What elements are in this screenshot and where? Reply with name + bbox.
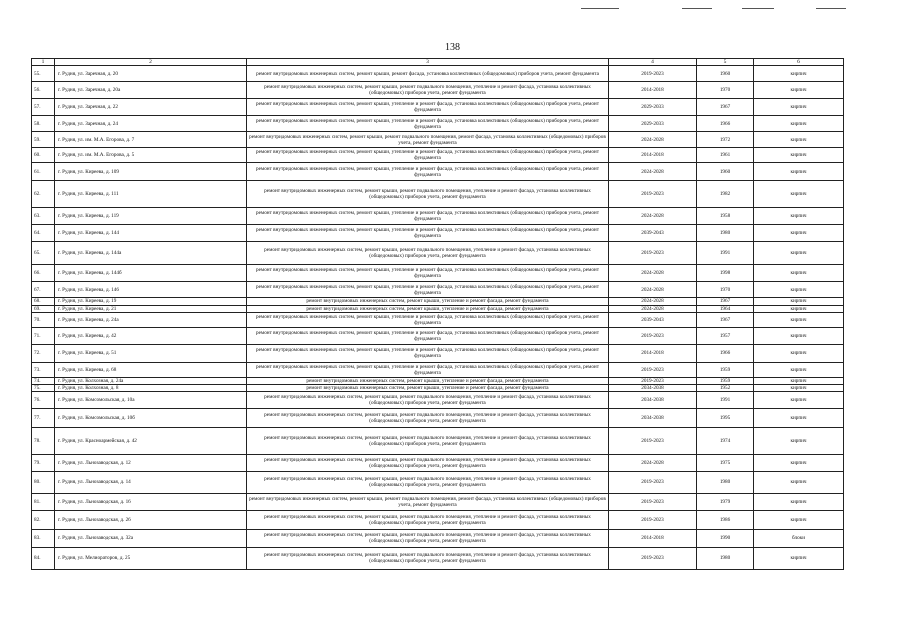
row-number-cell: 59. <box>32 132 55 148</box>
address-cell: г. Рудня, ул. Заречная, д. 22 <box>55 99 247 116</box>
address-cell: г. Рудня, ул. Киреева, д. 111 <box>55 181 247 208</box>
wall-material-cell: кирпич <box>754 547 844 569</box>
row-number-cell: 61. <box>32 163 55 181</box>
address-cell: г. Рудня, ул. Колхозная, д. 24а <box>55 377 247 384</box>
work-types-cell: ремонт внутридомовых инженерных систем, ремонт крыши, утепление и ремонт фасада, установка коллективных (общедомовых) приборов учета, ремонт фундамента <box>247 312 609 327</box>
wall-material-cell: кирпич <box>754 148 844 163</box>
table-row <box>32 82 844 99</box>
year-built-cell: 1980 <box>697 471 754 493</box>
work-types-cell: ремонт внутридомовых инженерных систем, ремонт крыши, утепление и ремонт фасада, ремонт фундамента <box>247 377 609 384</box>
period-cell: 2019-2023 <box>609 510 697 529</box>
table-row <box>32 377 844 384</box>
table-row <box>32 391 844 408</box>
year-built-cell: 1966 <box>697 116 754 132</box>
header-cell: 4 <box>609 59 697 66</box>
period-cell: 2019-2023 <box>609 547 697 569</box>
housing-repair-table <box>31 58 844 570</box>
table-row <box>32 99 844 116</box>
wall-material-cell: кирпич <box>754 242 844 265</box>
year-built-cell: 1991 <box>697 242 754 265</box>
wall-material-cell: кирпич <box>754 454 844 471</box>
year-built-cell: 1991 <box>697 391 754 408</box>
address-cell: г. Рудня, ул. Киреева, д. 144б <box>55 265 247 282</box>
address-cell: г. Рудня, ул. Киреева, д. 42 <box>55 327 247 344</box>
work-types-cell: ремонт внутридомовых инженерных систем, ремонт крыши, ремонт подвального помещения, утепление и ремонт фасада, установка коллективных (общедомовых) приборов учета, ремонт фундамента <box>247 391 609 408</box>
table-row <box>32 148 844 163</box>
period-cell: 2019-2023 <box>609 181 697 208</box>
table-row <box>32 408 844 427</box>
year-built-cell: 1967 <box>697 312 754 327</box>
year-built-cell: 1974 <box>697 427 754 454</box>
period-cell: 2019-2023 <box>609 427 697 454</box>
work-types-cell: ремонт внутридомовых инженерных систем, ремонт крыши, утепление и ремонт фасада, установка коллективных (общедомовых) приборов учета, ремонт фундамента <box>247 327 609 344</box>
table-row <box>32 471 844 493</box>
work-types-cell: ремонт внутридомовых инженерных систем, ремонт крыши, утепление и ремонт фасада, ремонт фундамента <box>247 384 609 391</box>
work-types-cell: ремонт внутридомовых инженерных систем, ремонт крыши, ремонт подвального помещения, утепление и ремонт фасада, установка коллективных (общедомовых) приборов учета, ремонт фундамента <box>247 547 609 569</box>
wall-material-cell: кирпич <box>754 384 844 391</box>
period-cell: 2019-2023 <box>609 242 697 265</box>
address-cell: г. Рудня, ул. Киреева, д. 109 <box>55 163 247 181</box>
table-body <box>32 59 844 570</box>
row-number-cell: 77. <box>32 408 55 427</box>
address-cell: г. Рудня, ул. Киреева, д. 146 <box>55 282 247 298</box>
address-cell: г. Рудня, ул. им. М.А. Егорова, д. 5 <box>55 148 247 163</box>
row-number-cell: 73. <box>32 362 55 377</box>
top-dash-4 <box>816 8 846 9</box>
address-cell: г. Рудня, ул. Заречная, д. 20 <box>55 66 247 82</box>
wall-material-cell: кирпич <box>754 82 844 99</box>
row-number-cell: 60. <box>32 148 55 163</box>
address-cell: г. Рудня, ул. Комсомольская, д. 10б <box>55 408 247 427</box>
wall-material-cell: кирпич <box>754 427 844 454</box>
year-built-cell: 1979 <box>697 493 754 510</box>
table-row <box>32 344 844 362</box>
period-cell: 2024-2028 <box>609 305 697 312</box>
table-row <box>32 427 844 454</box>
address-cell: г. Рудня, ул. Киреева, д. 119 <box>55 208 247 225</box>
row-number-cell: 72. <box>32 344 55 362</box>
table-row <box>32 305 844 312</box>
period-cell: 2034-2038 <box>609 408 697 427</box>
period-cell: 2024-2028 <box>609 208 697 225</box>
work-types-cell: ремонт внутридомовых инженерных систем, ремонт крыши, утепление и ремонт фасада, установка коллективных (общедомовых) приборов учета, ремонт фундамента <box>247 148 609 163</box>
year-built-cell: 1959 <box>697 362 754 377</box>
address-cell: г. Рудня, ул. Киреева, д. 51 <box>55 344 247 362</box>
year-built-cell: 1959 <box>697 377 754 384</box>
table-row <box>32 208 844 225</box>
wall-material-cell: кирпич <box>754 344 844 362</box>
table-row <box>32 312 844 327</box>
address-cell: г. Рудня, ул. Комсомольская, д. 10а <box>55 391 247 408</box>
work-types-cell: ремонт внутридомовых инженерных систем, ремонт крыши, ремонт фасада, установка коллективных (общедомовых) приборов учета, ремонт фундамента <box>247 66 609 82</box>
period-cell: 2029-2033 <box>609 116 697 132</box>
table-row <box>32 362 844 377</box>
table-header-row <box>32 59 844 66</box>
work-types-cell: ремонт внутридомовых инженерных систем, ремонт крыши, ремонт подвального помещения, утепление и ремонт фасада, установка коллективных (общедомовых) приборов учета, ремонт фундамента <box>247 427 609 454</box>
year-built-cell: 1982 <box>697 181 754 208</box>
work-types-cell: ремонт внутридомовых инженерных систем, ремонт крыши, ремонт подвального помещения, ремонт фасада, установка коллективных (общедомовых) приборов учета, ремонт фундамента <box>247 493 609 510</box>
address-cell: г. Рудня, ул. Льнозаводская, д. 16 <box>55 493 247 510</box>
wall-material-cell: кирпич <box>754 305 844 312</box>
address-cell: г. Рудня, ул. Колхозная, д. 8 <box>55 384 247 391</box>
period-cell: 2014-2018 <box>609 82 697 99</box>
period-cell: 2019-2023 <box>609 66 697 82</box>
work-types-cell: ремонт внутридомовых инженерных систем, ремонт крыши, утепление и ремонт фасада, установка коллективных (общедомовых) приборов учета, ремонт фундамента <box>247 282 609 298</box>
address-cell: г. Рудня, ул. Заречная, д. 24 <box>55 116 247 132</box>
address-cell: г. Рудня, ул. Киреева, д. 68 <box>55 362 247 377</box>
table-row <box>32 66 844 82</box>
address-cell: г. Рудня, ул. Льнозаводская, д. 26 <box>55 510 247 529</box>
row-number-cell: 74. <box>32 377 55 384</box>
top-dash-2 <box>682 8 712 9</box>
table-row <box>32 510 844 529</box>
row-number-cell: 69. <box>32 305 55 312</box>
row-number-cell: 84. <box>32 547 55 569</box>
row-number-cell: 81. <box>32 493 55 510</box>
period-cell: 2019-2023 <box>609 327 697 344</box>
address-cell: г. Рудня, ул. Киреева, д. 144 <box>55 225 247 242</box>
top-dash-1 <box>581 8 619 9</box>
wall-material-cell: кирпич <box>754 163 844 181</box>
address-cell: г. Рудня, ул. Заречная, д. 20а <box>55 82 247 99</box>
work-types-cell: ремонт внутридомовых инженерных систем, ремонт крыши, ремонт подвального помещения, утепление и ремонт фасада, установка коллективных (общедомовых) приборов учета, ремонт фундамента <box>247 82 609 99</box>
table-row <box>32 384 844 391</box>
period-cell: 2034-2038 <box>609 391 697 408</box>
table-row <box>32 132 844 148</box>
work-types-cell: ремонт внутридомовых инженерных систем, ремонт крыши, ремонт подвального помещения, утепление и ремонт фасада, установка коллективных (общедомовых) приборов учета, ремонт фундамента <box>247 471 609 493</box>
wall-material-cell: кирпич <box>754 132 844 148</box>
table-row <box>32 282 844 298</box>
header-cell: 6 <box>754 59 844 66</box>
table-row <box>32 242 844 265</box>
row-number-cell: 80. <box>32 471 55 493</box>
address-cell: г. Рудня, ул. Киреева, д. 144а <box>55 242 247 265</box>
year-built-cell: 1998 <box>697 265 754 282</box>
wall-material-cell: кирпич <box>754 510 844 529</box>
address-cell: г. Рудня, ул. Льнозаводская, д. 32а <box>55 529 247 547</box>
row-number-cell: 62. <box>32 181 55 208</box>
address-cell: г. Рудня, ул. Льнозаводская, д. 12 <box>55 454 247 471</box>
year-built-cell: 1975 <box>697 454 754 471</box>
table-row <box>32 454 844 471</box>
period-cell: 2019-2023 <box>609 377 697 384</box>
year-built-cell: 1970 <box>697 82 754 99</box>
period-cell: 2034-2038 <box>609 384 697 391</box>
address-cell: г. Рудня, ул. Льнозаводская, д. 14 <box>55 471 247 493</box>
year-built-cell: 1952 <box>697 384 754 391</box>
period-cell: 2019-2023 <box>609 362 697 377</box>
wall-material-cell: кирпич <box>754 493 844 510</box>
year-built-cell: 1986 <box>697 510 754 529</box>
work-types-cell: ремонт внутридомовых инженерных систем, ремонт крыши, утепление и ремонт фасада, установка коллективных (общедомовых) приборов учета, ремонт фундамента <box>247 344 609 362</box>
row-number-cell: 63. <box>32 208 55 225</box>
work-types-cell: ремонт внутридомовых инженерных систем, ремонт крыши, утепление и ремонт фасада, установка коллективных (общедомовых) приборов учета, ремонт фундамента <box>247 208 609 225</box>
address-cell: г. Рудня, ул. Киреева, д. 24а <box>55 312 247 327</box>
table-row <box>32 181 844 208</box>
wall-material-cell: кирпич <box>754 471 844 493</box>
year-built-cell: 1957 <box>697 327 754 344</box>
wall-material-cell: кирпич <box>754 66 844 82</box>
year-built-cell: 1961 <box>697 148 754 163</box>
row-number-cell: 56. <box>32 82 55 99</box>
work-types-cell: ремонт внутридомовых инженерных систем, ремонт крыши, утепление и ремонт фасада, установка коллективных (общедомовых) приборов учета, ремонт фундамента <box>247 99 609 116</box>
period-cell: 2024-2028 <box>609 132 697 148</box>
period-cell: 2014-2018 <box>609 344 697 362</box>
wall-material-cell: кирпич <box>754 362 844 377</box>
period-cell: 2024-2028 <box>609 265 697 282</box>
period-cell: 2029-2033 <box>609 99 697 116</box>
year-built-cell: 1960 <box>697 163 754 181</box>
period-cell: 2039-2043 <box>609 225 697 242</box>
period-cell: 2039-2043 <box>609 312 697 327</box>
row-number-cell: 58. <box>32 116 55 132</box>
work-types-cell: ремонт внутридомовых инженерных систем, ремонт крыши, утепление и ремонт фасада, ремонт фундамента <box>247 298 609 305</box>
row-number-cell: 78. <box>32 427 55 454</box>
row-number-cell: 57. <box>32 99 55 116</box>
period-cell: 2019-2023 <box>609 493 697 510</box>
page-number: 138 <box>445 42 460 53</box>
top-dash-3 <box>742 8 774 9</box>
row-number-cell: 70. <box>32 312 55 327</box>
year-built-cell: 1980 <box>697 547 754 569</box>
year-built-cell: 1967 <box>697 99 754 116</box>
row-number-cell: 65. <box>32 242 55 265</box>
table-row <box>32 547 844 569</box>
year-built-cell: 1980 <box>697 225 754 242</box>
period-cell: 2014-2018 <box>609 529 697 547</box>
work-types-cell: ремонт внутридомовых инженерных систем, ремонт крыши, ремонт подвального помещения, утепление и ремонт фасада, установка коллективных (общедомовых) приборов учета, ремонт фундамента <box>247 529 609 547</box>
period-cell: 2024-2028 <box>609 282 697 298</box>
address-cell: г. Рудня, ул. им. М.А. Егорова, д. 7 <box>55 132 247 148</box>
work-types-cell: ремонт внутридомовых инженерных систем, ремонт крыши, ремонт подвального помещения, утепление и ремонт фасада, установка коллективных (общедомовых) приборов учета, ремонт фундамента <box>247 408 609 427</box>
wall-material-cell: кирпич <box>754 327 844 344</box>
table-row <box>32 163 844 181</box>
period-cell: 2024-2028 <box>609 454 697 471</box>
wall-material-cell: блоки <box>754 529 844 547</box>
table-row <box>32 298 844 305</box>
wall-material-cell: кирпич <box>754 408 844 427</box>
header-cell: 1 <box>32 59 55 66</box>
period-cell: 2014-2018 <box>609 148 697 163</box>
year-built-cell: 1990 <box>697 529 754 547</box>
year-built-cell: 1972 <box>697 132 754 148</box>
period-cell: 2019-2023 <box>609 471 697 493</box>
wall-material-cell: кирпич <box>754 116 844 132</box>
work-types-cell: ремонт внутридомовых инженерных систем, ремонт крыши, ремонт подвального помещения, утепление и ремонт фасада, установка коллективных (общедомовых) приборов учета, ремонт фундамента <box>247 454 609 471</box>
wall-material-cell: кирпич <box>754 208 844 225</box>
wall-material-cell: кирпич <box>754 391 844 408</box>
table-row <box>32 529 844 547</box>
table-row <box>32 116 844 132</box>
table-row <box>32 493 844 510</box>
year-built-cell: 1966 <box>697 344 754 362</box>
year-built-cell: 1960 <box>697 66 754 82</box>
period-cell: 2024-2028 <box>609 298 697 305</box>
table-row <box>32 265 844 282</box>
year-built-cell: 1967 <box>697 298 754 305</box>
wall-material-cell: кирпич <box>754 282 844 298</box>
row-number-cell: 55. <box>32 66 55 82</box>
work-types-cell: ремонт внутридомовых инженерных систем, ремонт крыши, ремонт подвального помещения, утепление и ремонт фасада, установка коллективных (общедомовых) приборов учета, ремонт фундамента <box>247 181 609 208</box>
work-types-cell: ремонт внутридомовых инженерных систем, ремонт крыши, ремонт подвального помещения, утепление и ремонт фасада, установка коллективных (общедомовых) приборов учета, ремонт фундамента <box>247 242 609 265</box>
row-number-cell: 83. <box>32 529 55 547</box>
header-cell: 5 <box>697 59 754 66</box>
wall-material-cell: кирпич <box>754 225 844 242</box>
table-row <box>32 327 844 344</box>
row-number-cell: 82. <box>32 510 55 529</box>
work-types-cell: ремонт внутридомовых инженерных систем, ремонт крыши, утепление и ремонт фасада, ремонт фундамента <box>247 305 609 312</box>
row-number-cell: 66. <box>32 265 55 282</box>
year-built-cell: 1964 <box>697 305 754 312</box>
work-types-cell: ремонт внутридомовых инженерных систем, ремонт крыши, ремонт подвального помещения, утепление и ремонт фасада, установка коллективных (общедомовых) приборов учета, ремонт фундамента <box>247 510 609 529</box>
address-cell: г. Рудня, ул. Киреева, д. 19 <box>55 298 247 305</box>
wall-material-cell: кирпич <box>754 312 844 327</box>
table-row <box>32 225 844 242</box>
header-cell: 2 <box>55 59 247 66</box>
row-number-cell: 71. <box>32 327 55 344</box>
year-built-cell: 1958 <box>697 208 754 225</box>
row-number-cell: 79. <box>32 454 55 471</box>
row-number-cell: 64. <box>32 225 55 242</box>
work-types-cell: ремонт внутридомовых инженерных систем, ремонт крыши, утепление и ремонт фасада, установка коллективных (общедомовых) приборов учета, ремонт фундамента <box>247 265 609 282</box>
work-types-cell: ремонт внутридомовых инженерных систем, ремонт крыши, утепление и ремонт фасада, установка коллективных (общедомовых) приборов учета, ремонт фундамента <box>247 225 609 242</box>
row-number-cell: 76. <box>32 391 55 408</box>
work-types-cell: ремонт внутридомовых инженерных систем, ремонт крыши, ремонт подвального помещения, ремонт фасада, установка коллективных (общедомовых) приборов учета, ремонт фундамента <box>247 132 609 148</box>
address-cell: г. Рудня, ул. Мелиораторов, д. 25 <box>55 547 247 569</box>
wall-material-cell: кирпич <box>754 181 844 208</box>
wall-material-cell: кирпич <box>754 377 844 384</box>
header-cell: 3 <box>247 59 609 66</box>
period-cell: 2024-2028 <box>609 163 697 181</box>
work-types-cell: ремонт внутридомовых инженерных систем, ремонт крыши, утепление и ремонт фасада, установка коллективных (общедомовых) приборов учета, ремонт фундамента <box>247 116 609 132</box>
address-cell: г. Рудня, ул. Красноармейская, д. 42 <box>55 427 247 454</box>
year-built-cell: 1970 <box>697 282 754 298</box>
wall-material-cell: кирпич <box>754 298 844 305</box>
wall-material-cell: кирпич <box>754 265 844 282</box>
row-number-cell: 75. <box>32 384 55 391</box>
address-cell: г. Рудня, ул. Киреева, д. 21 <box>55 305 247 312</box>
year-built-cell: 1995 <box>697 408 754 427</box>
wall-material-cell: кирпич <box>754 99 844 116</box>
work-types-cell: ремонт внутридомовых инженерных систем, ремонт крыши, утепление и ремонт фасада, установка коллективных (общедомовых) приборов учета, ремонт фундамента <box>247 163 609 181</box>
row-number-cell: 68. <box>32 298 55 305</box>
row-number-cell: 67. <box>32 282 55 298</box>
work-types-cell: ремонт внутридомовых инженерных систем, ремонт крыши, утепление и ремонт фасада, установка коллективных (общедомовых) приборов учета, ремонт фундамента <box>247 362 609 377</box>
